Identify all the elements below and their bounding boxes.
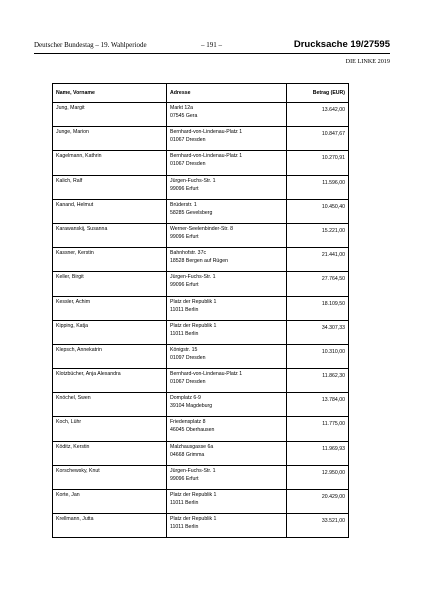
row-name: Korschewsky, Knut [53,465,167,489]
row-name: Krellmann, Jutta [53,514,167,538]
row-address [167,151,287,175]
row-name: Jung, Margit [53,103,167,127]
address-city: 04668 Grimma [170,451,205,458]
address-city: 01097 Dresden [170,354,206,361]
table-body [53,103,349,538]
address-city: 99096 Erfurt [170,475,199,482]
table-row [53,465,349,489]
row-name: Klepsch, Annekatrin [53,344,167,368]
address-city: 99096 Erfurt [170,282,199,289]
document-id: 27595 [363,39,390,50]
address-street: Bernhard-von-Lindenau-Platz 1 [170,153,243,160]
row-address [167,223,287,247]
address-street: Werner-Seelenbinder-Str. 8 [170,225,234,232]
address-street: Bernhard-von-Lindenau-Platz 1 [170,129,243,136]
table-header-row [53,84,349,103]
row-address [167,465,287,489]
row-address [167,514,287,538]
row-address [167,175,287,199]
table-row [53,369,349,393]
address-city: 39104 Magdeburg [170,403,213,410]
row-amount: 10.270,91 [287,151,349,175]
row-name: Junge, Marion [53,127,167,151]
row-address [167,393,287,417]
row-amount: 10.310,00 [287,344,349,368]
row-amount: 10.847,67 [287,127,349,151]
row-amount: 12.950,00 [287,465,349,489]
row-address [167,199,287,223]
row-address [167,248,287,272]
row-address [167,296,287,320]
document-prefix: Drucksache 19/ [293,39,364,50]
address-street: Platz der Republik 1 [170,492,217,498]
row-amount: 10.450,40 [287,199,349,223]
address-street: Domplatz 6-9 [170,395,201,402]
row-name: Kipping, Katja [53,320,167,344]
table-row [53,199,349,223]
row-amount: 34.307,33 [287,320,349,344]
page-number: – 191 – [201,41,222,49]
address-street: Friedensplatz 8 [170,419,206,426]
row-name: Kessler, Achim [53,296,167,320]
table-row [53,223,349,247]
address-street: Bernhard-von-Lindenau-Platz 1 [170,371,243,378]
row-name: Kanand, Helmut [53,199,167,223]
table-row [53,393,349,417]
address-city: 58285 Gevelsberg [170,209,213,216]
address-street: Königstr. 15 [170,346,198,353]
table-row [53,272,349,296]
address-city: 07545 Gera [170,113,198,119]
row-amount: 20.429,00 [287,490,349,514]
address-street: Jürgen-Fuchs-Str. 1 [170,274,216,281]
row-name: Kalich, Ralf [53,175,167,199]
row-address [167,490,287,514]
row-amount: 13.784,00 [287,393,349,417]
table-row [53,151,349,175]
address-street: Platz der Republik 1 [170,322,217,329]
address-street: Malzhausgasse 6a [170,443,214,450]
row-name: Köditz, Kerstin [53,441,167,465]
row-amount: 15.221,00 [287,223,349,247]
row-address [167,272,287,296]
address-city: 01067 Dresden [170,161,206,168]
row-amount: 13.642,00 [287,103,349,127]
row-amount: 11.862,30 [287,369,349,393]
table-row [53,441,349,465]
column-header-address: Adresse [167,84,287,103]
row-name: Koch, Lühr [53,417,167,441]
row-name: Knöchel, Swen [53,393,167,417]
table-row [53,490,349,514]
address-city: 99096 Erfurt [170,233,199,240]
row-amount: 21.441,00 [287,248,349,272]
row-name: Korte, Jan [53,490,167,514]
address-city: 11011 Berlin [170,330,199,337]
row-name: Kagelmann, Kathrin [53,151,167,175]
row-address [167,441,287,465]
address-street: Platz der Republik 1 [170,516,217,523]
address-street: Platz der Republik 1 [170,298,217,305]
table-row [53,127,349,151]
address-city: 01067 Dresden [170,137,206,144]
party-year: DIE LINKE 2019 [345,58,390,65]
table-row [53,320,349,344]
table-row [53,417,349,441]
document-number [294,39,390,50]
row-address [167,103,287,127]
table-row [53,248,349,272]
column-header-name: Name, Vorname [53,84,167,103]
address-city: 11011 Berlin [170,524,199,531]
table-row [53,514,349,538]
row-amount: 11.775,00 [287,417,349,441]
page-header [34,40,390,54]
address-city: 18528 Bergen auf Rügen [170,258,228,265]
row-address [167,344,287,368]
address-street: Bahnhofstr. 37c [170,250,207,257]
address-city: 11011 Berlin [170,500,199,506]
row-name: Klotzbücher, Anja Alexandra [53,369,167,393]
column-header-amount: Betrag (EUR) [287,84,349,103]
table-row [53,344,349,368]
row-address [167,369,287,393]
address-street: Markt 12a [170,105,194,111]
row-name: Karawanskij, Susanna [53,223,167,247]
address-city: 01067 Dresden [170,379,206,386]
address-street: Jürgen-Fuchs-Str. 1 [170,467,216,474]
row-address [167,127,287,151]
address-city: 99096 Erfurt [170,185,199,192]
address-street: Brüderstr. 1 [170,201,197,208]
address-city: 11011 Berlin [170,306,199,313]
row-name: Keller, Birgit [53,272,167,296]
header-rule [34,53,390,54]
table-row [53,103,349,127]
row-amount: 18.109,50 [287,296,349,320]
row-amount: 33.521,00 [287,514,349,538]
row-name: Kassner, Kerstin [53,248,167,272]
row-address [167,417,287,441]
table-row [53,296,349,320]
donations-table [52,83,349,538]
table-row [53,175,349,199]
address-city: 46045 Oberhausen [170,427,215,434]
address-street: Jürgen-Fuchs-Str. 1 [170,177,216,184]
row-amount: 27.764,50 [287,272,349,296]
row-address [167,320,287,344]
row-amount: 11.969,93 [287,441,349,465]
parliament-label: Deutscher Bundestag – 19. Wahlperiode [34,41,147,49]
row-amount: 11.596,00 [287,175,349,199]
